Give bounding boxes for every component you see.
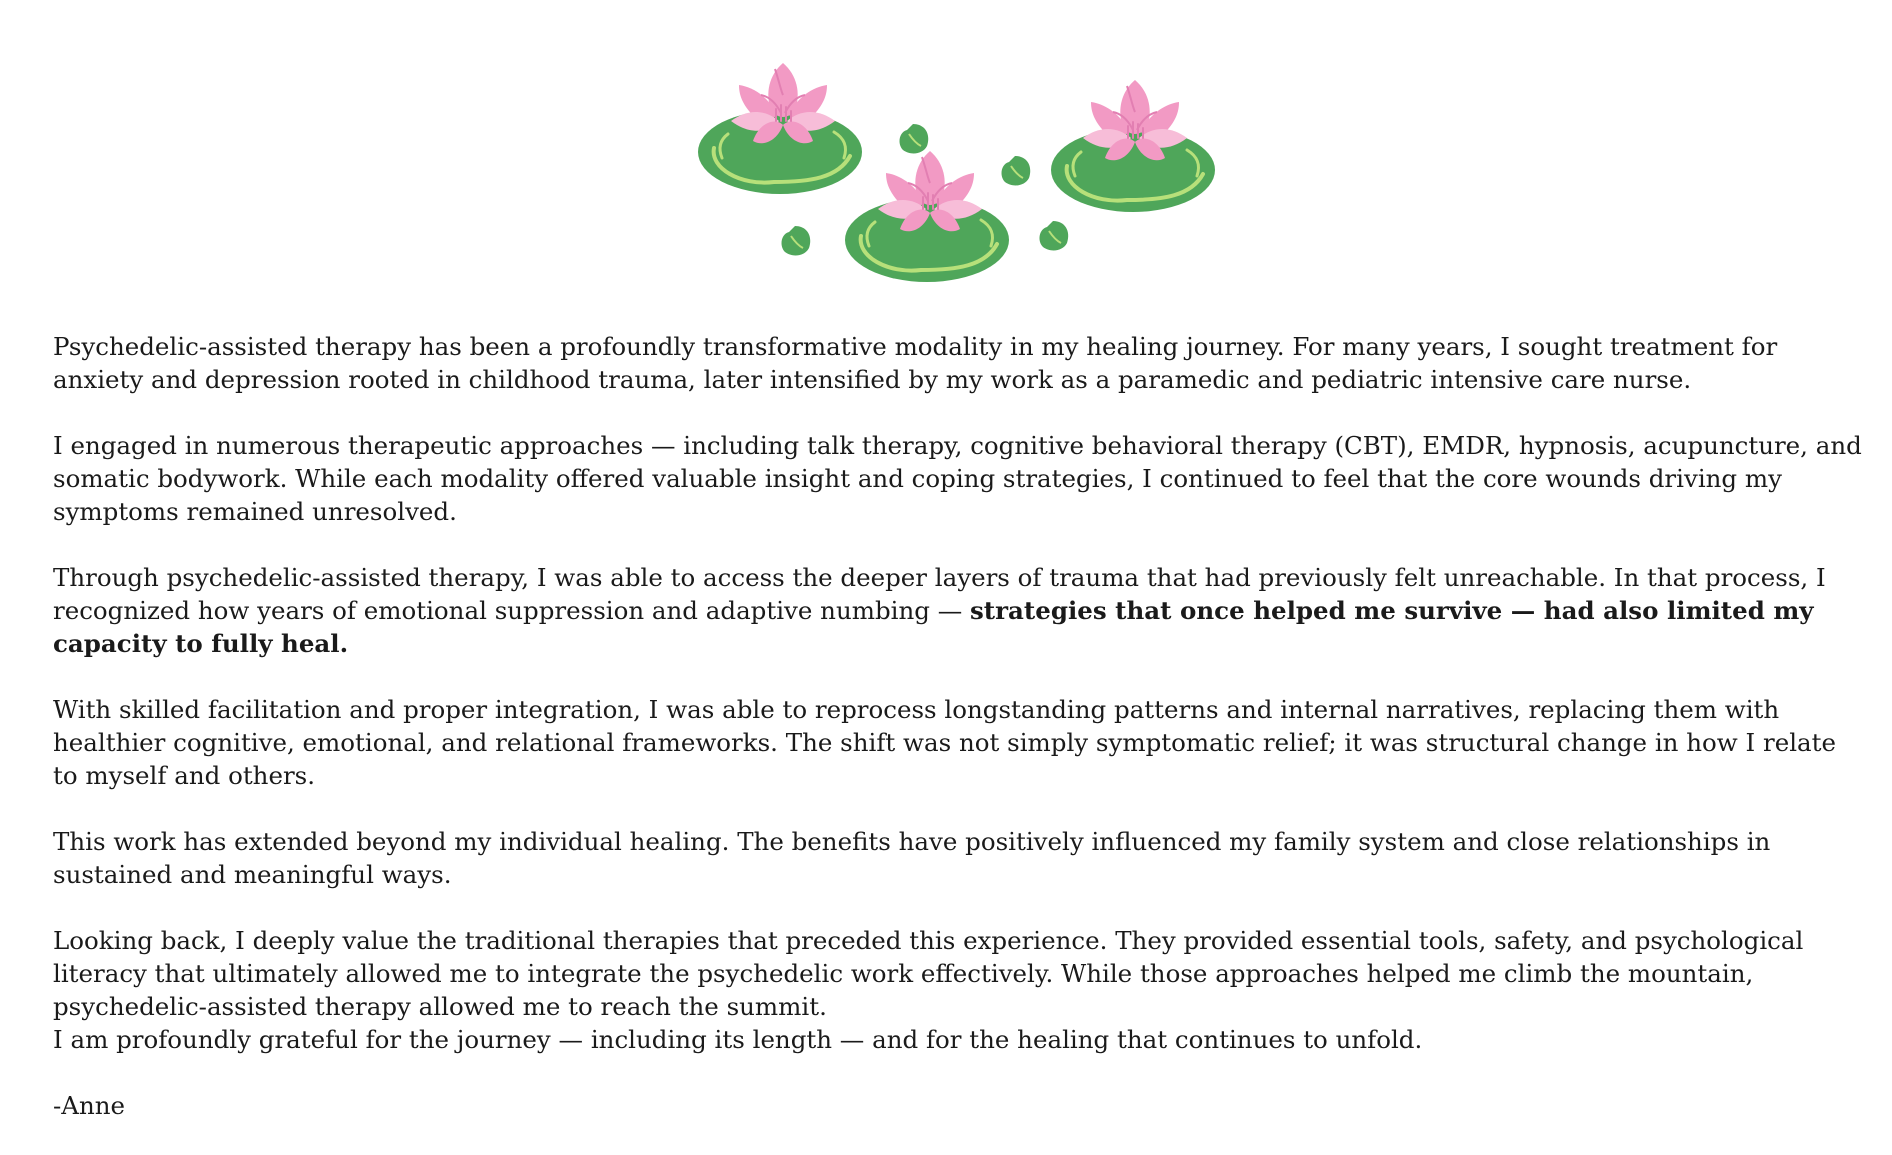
lotus-illustration [695,60,1235,290]
emphasized-text: strategies that once helped me survive — had also limited my capacity to fully heal. [53,596,1814,658]
testimonial-paragraph: This work has extended beyond my individual healing. The benefits have positively influenced my family system and close relationships in sustained and meaningful ways. [53,827,1771,889]
lotus-center-icon [845,151,1009,282]
testimonial-paragraph: I engaged in numerous therapeutic approaches — including talk therapy, cognitive behavioral therapy (CBT), EMDR, hypnosis, acupuncture, and somatic bodywork. While each modality offered valuable insight and coping strategies, I continued to feel that the core wounds driving my symptoms remained unresolved. [53,431,1862,526]
testimonial-text [53,330,1863,1155]
floating-leaf-icon [782,226,811,255]
testimonial-paragraph: With skilled facilitation and proper integration, I was able to reprocess longstanding patterns and internal narratives, replacing them with healthier cognitive, emotional, and relational frameworks. The shift was not simply symptomatic relief; it was structural change in how I relate to myself and others. [53,695,1836,790]
testimonial-paragraph: Psychedelic-assisted therapy has been a profoundly transformative modality in my healing journey. For many years, I sought treatment for anxiety and depression rooted in childhood trauma, later intensified by my work as a paramedic and pediatric intensive care nurse. [53,332,1778,394]
floating-leaf-icon [1002,156,1031,185]
floating-leaf-icon [1040,221,1069,250]
testimonial-paragraph: Looking back, I deeply value the traditional therapies that preceded this experience. They provided essential tools, safety, and psychological literacy that ultimately allowed me to integrate the psychedelic work effectively. While those approaches helped me climb the mountain, psychedelic-assisted therapy allowed me to reach the summit. [53,926,1804,1021]
signature: -Anne [53,1091,126,1120]
testimonial-paragraph [53,561,1863,660]
paragraph-lead-text: Through psychedelic-assisted therapy, I was able to access the deeper layers of trauma that had previously felt unreachable. In that process, I recognized how years of emotional suppression and adaptive numbing — [53,563,1826,625]
testimonial-paragraph: I am profoundly grateful for the journey — including its length — and for the healing that continues to unfold. [53,1025,1423,1054]
lotus-right-icon [1051,80,1215,212]
lotus-left-icon [698,63,862,194]
lotus-flowers-on-lily-pads-icon [695,60,1235,290]
floating-leaf-icon [900,124,929,153]
